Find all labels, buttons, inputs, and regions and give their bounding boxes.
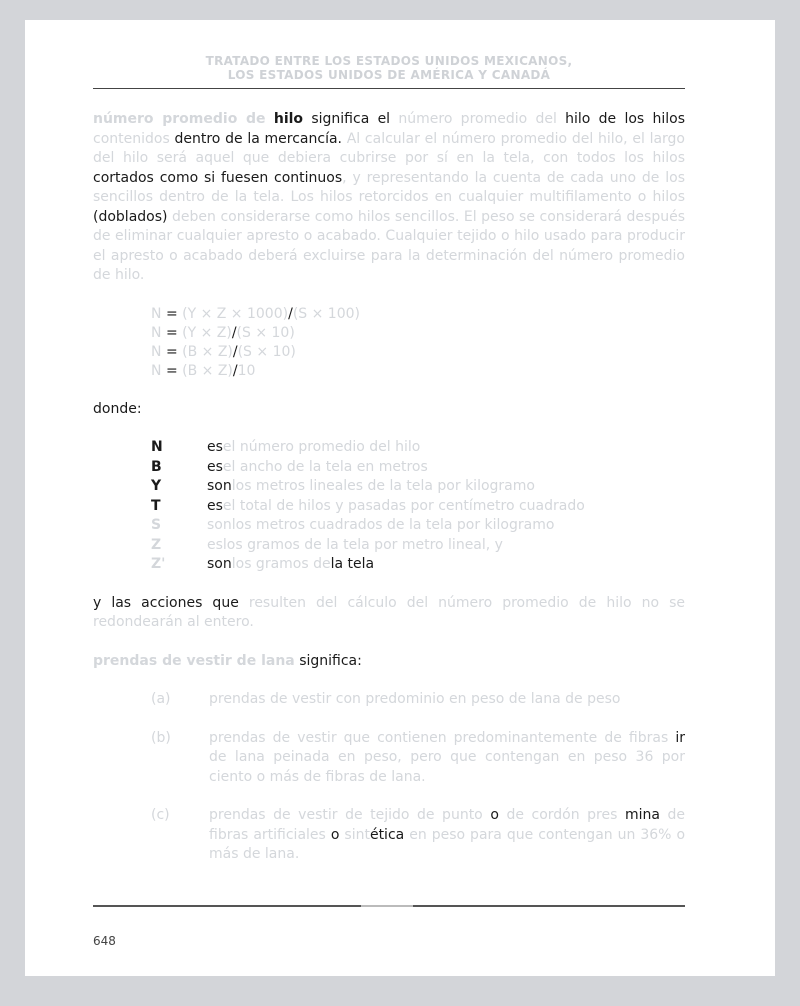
text: y las [93,594,132,611]
paragraph-wool-apparel [93,652,685,672]
formula-line [151,305,685,324]
definition-row [151,516,685,536]
definition-row [151,536,685,556]
text: acciones que [141,594,239,611]
text: o [490,807,499,823]
definition-verb: son [207,478,232,494]
formula-slash: / [231,324,237,341]
donde-label: donde: [93,400,142,417]
definition-text: los metros cuadrados de la tela por kilogramo [231,517,555,533]
header-line-2: LOS ESTADOS UNIDOS DE AMÉRICA Y CANADÁ [227,68,551,82]
formula-rhs: (B × Z) [182,343,233,360]
definition-text: el ancho de la tela en metros [222,458,428,475]
formula-rhs: (B × Z) [182,362,233,379]
definitions-list [93,438,685,575]
formula-eq: = [165,362,178,379]
text-faded: prendas de vestir que contienen predominantemente de fibras [209,729,669,746]
text: cortados [93,169,154,186]
list-item-text [209,806,685,865]
definition-verb: son [207,517,232,533]
list-item-label: (a) [151,691,171,707]
definition-symbol: B [151,458,162,475]
formula-lhs: N [151,305,162,322]
text-faded: de lana peinada en peso, pero que contengan en peso 36 por ciento o más de fibras de lana. [209,749,685,785]
text-faded: , y representando la cuenta de cada uno de los sencillos dentro de la tela. Los hilos retorcidos en cualquier multifilamento o hilos [93,169,686,205]
formula-lhs: N [151,324,162,341]
definition-row [151,458,685,478]
formula-slash: / [288,305,293,322]
definition-text: el total de hilos y pasadas por centímetro cuadrado [222,497,585,514]
definition-verb: es [207,439,223,455]
footer-rule [93,905,685,907]
definition-text: el número promedio del hilo [222,439,421,455]
formula-slash: / [232,362,238,379]
header-line-1: TRATADO ENTRE LOS ESTADOS UNIDOS MEXICANOS, [205,54,573,68]
text: ir [675,729,686,746]
list-item-text: prendas de vestir con predominio en peso de lana de peso [209,691,621,707]
definition-symbol: T [151,497,161,514]
formula-rhs: (Y × Z × 1000) [182,305,289,322]
formula-rhs: (Y × Z) [182,324,232,341]
text-faded: prendas de vestir de tejido de punto [209,807,483,823]
list-item-label: (c) [151,807,170,823]
definition-text: los gramos de la tela por metro lineal, y [222,536,503,553]
text: significa: [299,652,362,669]
definition-text: los metros lineales de la tela por kilogramo [231,478,535,494]
term-hilo: hilo [273,111,304,127]
definition-symbol: Y [151,478,162,494]
page-header [93,54,685,82]
formula-lhs: N [151,362,162,379]
term-faded: número promedio de [93,111,266,127]
enumerated-list [93,690,685,865]
text-faded: en peso para que contengan un 36% o más de lana. [209,826,686,862]
definition-text: los gramos de [231,556,331,572]
text-faded: número promedio del [398,111,557,127]
formula-rhs: (S × 10) [237,343,296,360]
text: ética [369,826,405,843]
text-faded: contenidos [93,130,170,147]
formula-lhs: N [151,343,162,360]
text-faded: sint [344,826,370,843]
page-number: 648 [93,934,116,948]
document-body [93,110,685,884]
formula-eq: = [165,305,178,322]
paragraph-fractions [93,594,685,633]
document-page [25,20,775,976]
text-faded: de fibras artificiales [209,807,686,843]
definition-verb: es [207,458,223,475]
definition-symbol: S [151,517,162,533]
formula-rhs: (S × 100) [292,305,360,322]
list-item [93,806,685,865]
definition-extra: la tela [330,556,375,572]
text-faded: deben considerarse como hilos sencillos. El peso se considerará después de eliminar cualquier apresto o acabado. Cualquier tejido o hilo usado para producir el apresto o acabado deberá excluirse para la determinación del número promedio de hilo. [93,208,685,283]
formula-eq: = [165,343,178,360]
definition-row [151,497,685,517]
formula-line [151,343,685,362]
text: o [330,826,340,843]
formula-line [151,362,685,381]
definition-symbol: N [151,439,163,455]
term-faded: prendas de vestir de lana [93,652,295,669]
definition-verb: es [207,497,223,514]
text-faded: de cordón pres [506,807,618,823]
definition-verb: es [207,536,223,553]
formula-slash: / [232,343,238,360]
text: mina [624,807,660,823]
definition-symbol: Z [151,536,162,553]
list-item [93,690,685,710]
list-item [93,729,685,788]
definition-row [151,438,685,458]
text-faded: resulten del cálculo del número promedio de hilo no se redondearán al entero. [93,594,685,630]
text: significa el [311,111,391,127]
header-rule [93,88,685,89]
definition-symbol: Z' [151,556,166,572]
formula-rhs: (S × 10) [236,324,295,341]
text-faded: Al calcular el número promedio del hilo, el largo del hilo será aquel que debiera cubrirse por sí en la tela, con todos los hilos [93,130,686,166]
list-item-text [209,729,685,788]
definition-row [151,555,685,575]
list-item-label: (b) [151,729,171,746]
formula-block [93,305,685,381]
formula-line [151,324,685,343]
text: hilo de los hilos [565,111,686,127]
paragraph-definition-thread [93,110,685,286]
text: dentro de la mercancía. [174,130,342,147]
definition-row [151,477,685,497]
text: como si fuesen continuos [159,169,343,186]
definition-verb: son [207,556,232,572]
formula-eq: = [165,324,178,341]
text: (doblados) [93,208,168,225]
formula-rhs: 10 [237,362,256,379]
